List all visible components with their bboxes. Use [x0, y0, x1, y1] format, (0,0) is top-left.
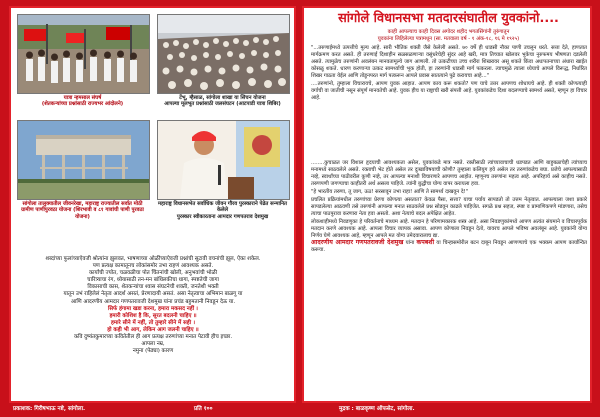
letter-body-bottom — [311, 160, 587, 255]
message-line: विकासाची कास, शेतकऱ्यांचा श्वास संघटनेची शक्ती, जनतेशी भक्ती — [87, 284, 219, 291]
message-line: कवि दुष्यंतकुमारच्या कवितेतील ही आग प्रत्यक्ष तरुणांच्या मनात पेटावी हीच इच्छा. — [73, 334, 233, 341]
letter-paragraph: लोकशाहीमध्ये निवडणुका हे परिवर्तनाचे माध्यम आहे. मतदान हे परिणामकारक शस्त्र आहे. असा निवडणुकांमध्ये आपण अत्यंत संयमाने व विचारपूर्वक मतदान करणे आवश्यक आहे. आपला विचार व्यापक असावा. आपण कोणाला निवडून देतो, यावरच आपले भविष्य अवलंबून आहे. युवकांनी योग्य निर्णय घेणे आवश्यक आहे, म्हणून आपले मत योग्य उमेदवारालाच द्या. — [311, 218, 587, 239]
speaker-caption: महाराष्ट्र विधानसभेत सर्वाधिक जीवन गौरव पुरस्काराने पेढेत सन्मानित केलेले पुरस्कार स्वीकारताना आमदार गणपतराव देशमुख — [158, 201, 287, 220]
publisher-text: प्रकाशक: गिरीषभाऊ नष्टे, सांगोला. — [13, 406, 86, 412]
message-line: पण प्रत्यक्ष कामातूनच लोकांसमोर उभा राहणं आवश्यक असते. — [92, 263, 214, 270]
poem-line: हमारे सीने में नहीं, तो तुम्हारे सीने में सही । — [111, 319, 195, 326]
rally-photo — [17, 14, 150, 94]
message-line: शब्दांच्या फुलांच्याऐवजी श्रोत्यांना झुलवत, भाषणाच्या ओळींच्याऐवजी प्रश्नांची सुटावी वचनांची झूल, ऐका शकेल. — [45, 256, 261, 262]
closing-mid: यांना — [403, 240, 417, 247]
closing-appeal — [311, 240, 587, 254]
water-tank-photo — [17, 120, 150, 200]
rally-caption: यात्रा न्हमसाल संघर्ष (शेतकऱ्यांच्या प्रश्नांसाठी राज्यभर आंदोलने) — [41, 95, 124, 108]
speaker-photo — [157, 120, 290, 200]
water-tank-caption: सांगोला तालुक्यातील जीवनरेखा, महाराष्ट्र राज्यातील सर्वात मोठी ग्रामीण पाणीपुरवठा योजना (शिरभावी व ८१ गावांची पाणी पुरवठा योजना) — [21, 201, 144, 220]
signoff-line: आपला नम्र, — [141, 341, 165, 348]
copies-text: प्रति १०० — [194, 406, 213, 412]
message-line: यातून उभं राहिलेलं नेतृत्व आदर्श असतं, प्रेरणादायी असतं. असा नेतृत्वाचा अभिमान बाळगू या — [63, 291, 243, 298]
footer-bar — [9, 404, 596, 415]
election-symbol: कपबशी — [416, 239, 435, 247]
candidate-name: आदरणीय आमदार गणपतरावजी देशमुख — [311, 239, 404, 247]
left-panel — [9, 6, 296, 403]
poem-line: सिर्फ हंगामा खडा करना, हमारा मकसद नहीं । — [108, 305, 198, 312]
message-line: चारित्र्याचा रंग, ध्येयासाठी तन-मन बांधिलकीचा धागा, स्पष्टतेची जागा — [87, 277, 219, 284]
right-panel — [302, 6, 592, 403]
crowd-caption: टेंभू, म्हैसाळ, सांगोला शाखा या सिंचन योजना आपल्या मूलभूत प्रश्नांसाठी जलसंघटन (आटपाडी यात्रा शिबिर) — [164, 95, 281, 108]
poem-line: हमारी कोशिश है कि, सूरत बदलनी चाहिए ॥ — [109, 312, 197, 319]
message-line: कार्यांची ज्योत, चळवळीचा पोत चिंतनांची खोली, अनुभवांची भोळी — [88, 270, 218, 277]
printer-text: मुद्रक : बाळकृष्ण ऑफसेट, सांगोला. — [339, 406, 415, 412]
page-title: सांगोले विधानसभा मतदारसंघातील युवकांनो.... — [338, 11, 559, 26]
message-line: आणि आदरणीय आमदार गणपतरावजी देशमुख यांना प्रचंड बहुमतानी निवडून देऊ या. — [70, 298, 236, 305]
letter-body-top — [311, 45, 587, 103]
poem-line: हो कही भी आग, लेकिन आग जलनी चाहिए ॥ — [107, 326, 199, 333]
message-block — [19, 256, 287, 355]
crowd-photo — [157, 14, 290, 94]
letter-paragraph: ........कुचाळत जर विशाल हृदयाची आवश्यकता असेल, युवकांकडे मात्र नसते. रक्तीसाठी त्यांच्यावाचाची धडपडत आणि बाहुबळाचेही त्यांच्याच मनामध्ये साठवलेले असते. रक्ताची भेट होते असेल तर दुःखाविषयाची कोणी? तुम्हाला कलियुग हवे असेल तर तरुणांकडेच बघा. प्रजेचे आपल्यासाठी नव्हे, स्वार्थांच्या पाठीवरील कुणी नव्हे, तर आपल्या मनाशी विचारणारे आपणच आहोत. म्हणूनच तरुणांना महत्व आहे. अपरिहार्य असे काहीच नसते. तरुणपणी जगण्याचा काहीतरी अर्थ असला पाहिजे. त्यांनी बुद्धीचा योग्य वापर करायला हवा. — [311, 160, 587, 187]
slogan: "हे भारतीय तरुणा, तू जाग, ऊठ! सरसावून उभा राहा! आणि ते सामर्थ्य दाखवून दे!" — [311, 188, 469, 195]
letter-paragraph: "...तरुणाईमध्ये उत्पत्तीचे मूल्य आहे. सारी भौतिक शक्ती जैसे केलेली असते. ७० वर्षे ही धाडसी नौका पाणी उचलून धरते. सत्ता देते, हाणतात मार्गक्रमण करत असते. ही तरुणाई दिशाहीन सळसळणाऱ्या वसुंधरेचेही सुंदर आहे खरी, मात्र तिच्यात खोलवर भुकेचा नुरुफमय भीषणता दडलेली असते. त्यामुळेच तरुणांनी अवलंबन मानवतामूल्ये जाग आणली. तो उत्कटीच्या उच्च शरीरा शिखरावर असू शकते किंवा अधःपतनाच्या अंधारा खाईत कोसळू शकते. धारण करणाऱ्या उत्कट सामर्थ्याची भूक होती, हा तरुणांनी धाडसी मार्ग पत्करला. त्याचमुळे त्याला ध्येयाचे आपले विरूद्ध, निर्धारित शिखर गाठता येईल आणि तोडूनपरत मार्ग पत्करून आपले प्रवास सातत्याने पुढे करायचा आहे..." — [311, 45, 587, 79]
signoff-name: नमुना (पेठ्या) कारण — [132, 348, 174, 355]
subtitle-line-1: काही आपल्याच काही दिवस अगोदर शहीद भगतसिंगांनी तुरुंगातून — [387, 29, 510, 35]
letter-paragraph: प्रचलित प्रक्रियांमधील तरुणांच्या प्रेरणा कोणत्या असतात? केवळ पैसा, सत्ता? याचा पर्याय सापडतो तो उत्तम नेतृत्वात. आपल्याला जशा प्रकारे सापडलेल्या आठवणी तसे तरुणांनी आपल्या मनात साठवलेले प्रश्न सोडवून काढले पाहिजेत. सगळे प्रश्न सहज, स्पष्ट व प्रामाणिकपणे मांडणारा, तसेच त्याचा पाठपुरावा करणारा नेता हवा असतो. अशा नेत्याचे बदल अपेक्षित आहेत. — [311, 196, 587, 217]
letter-paragraph: ....तरुणांनो, तुम्हाला विचारायचे, आपण युवक आहात. आपण काय करू शकतो? पण याचे उत्तर आपणच शोधायचे आहे. ही शक्ती कोणत्याही वर्गाची वा जातीची नसून संपूर्ण मानवतेची आहे. युवक हीच या राष्ट्राची खरी संपत्ती आहे. युवकांकडेच दिशा बदलण्याचे सामर्थ्य असते, म्हणून हा विचार आहे. — [311, 80, 587, 101]
closing-end: या चिन्हासमोरील बटन दाबून निवडून आणण्याचे एक भक्कम आपण कार्यान्वित करूया. — [311, 240, 587, 254]
subtitle-line-2: युवकांना लिहिलेल्या पत्रामधून (सा. मतवाला वर्ष - १ अंक-१८, १६ मे १९२५) — [377, 36, 520, 42]
